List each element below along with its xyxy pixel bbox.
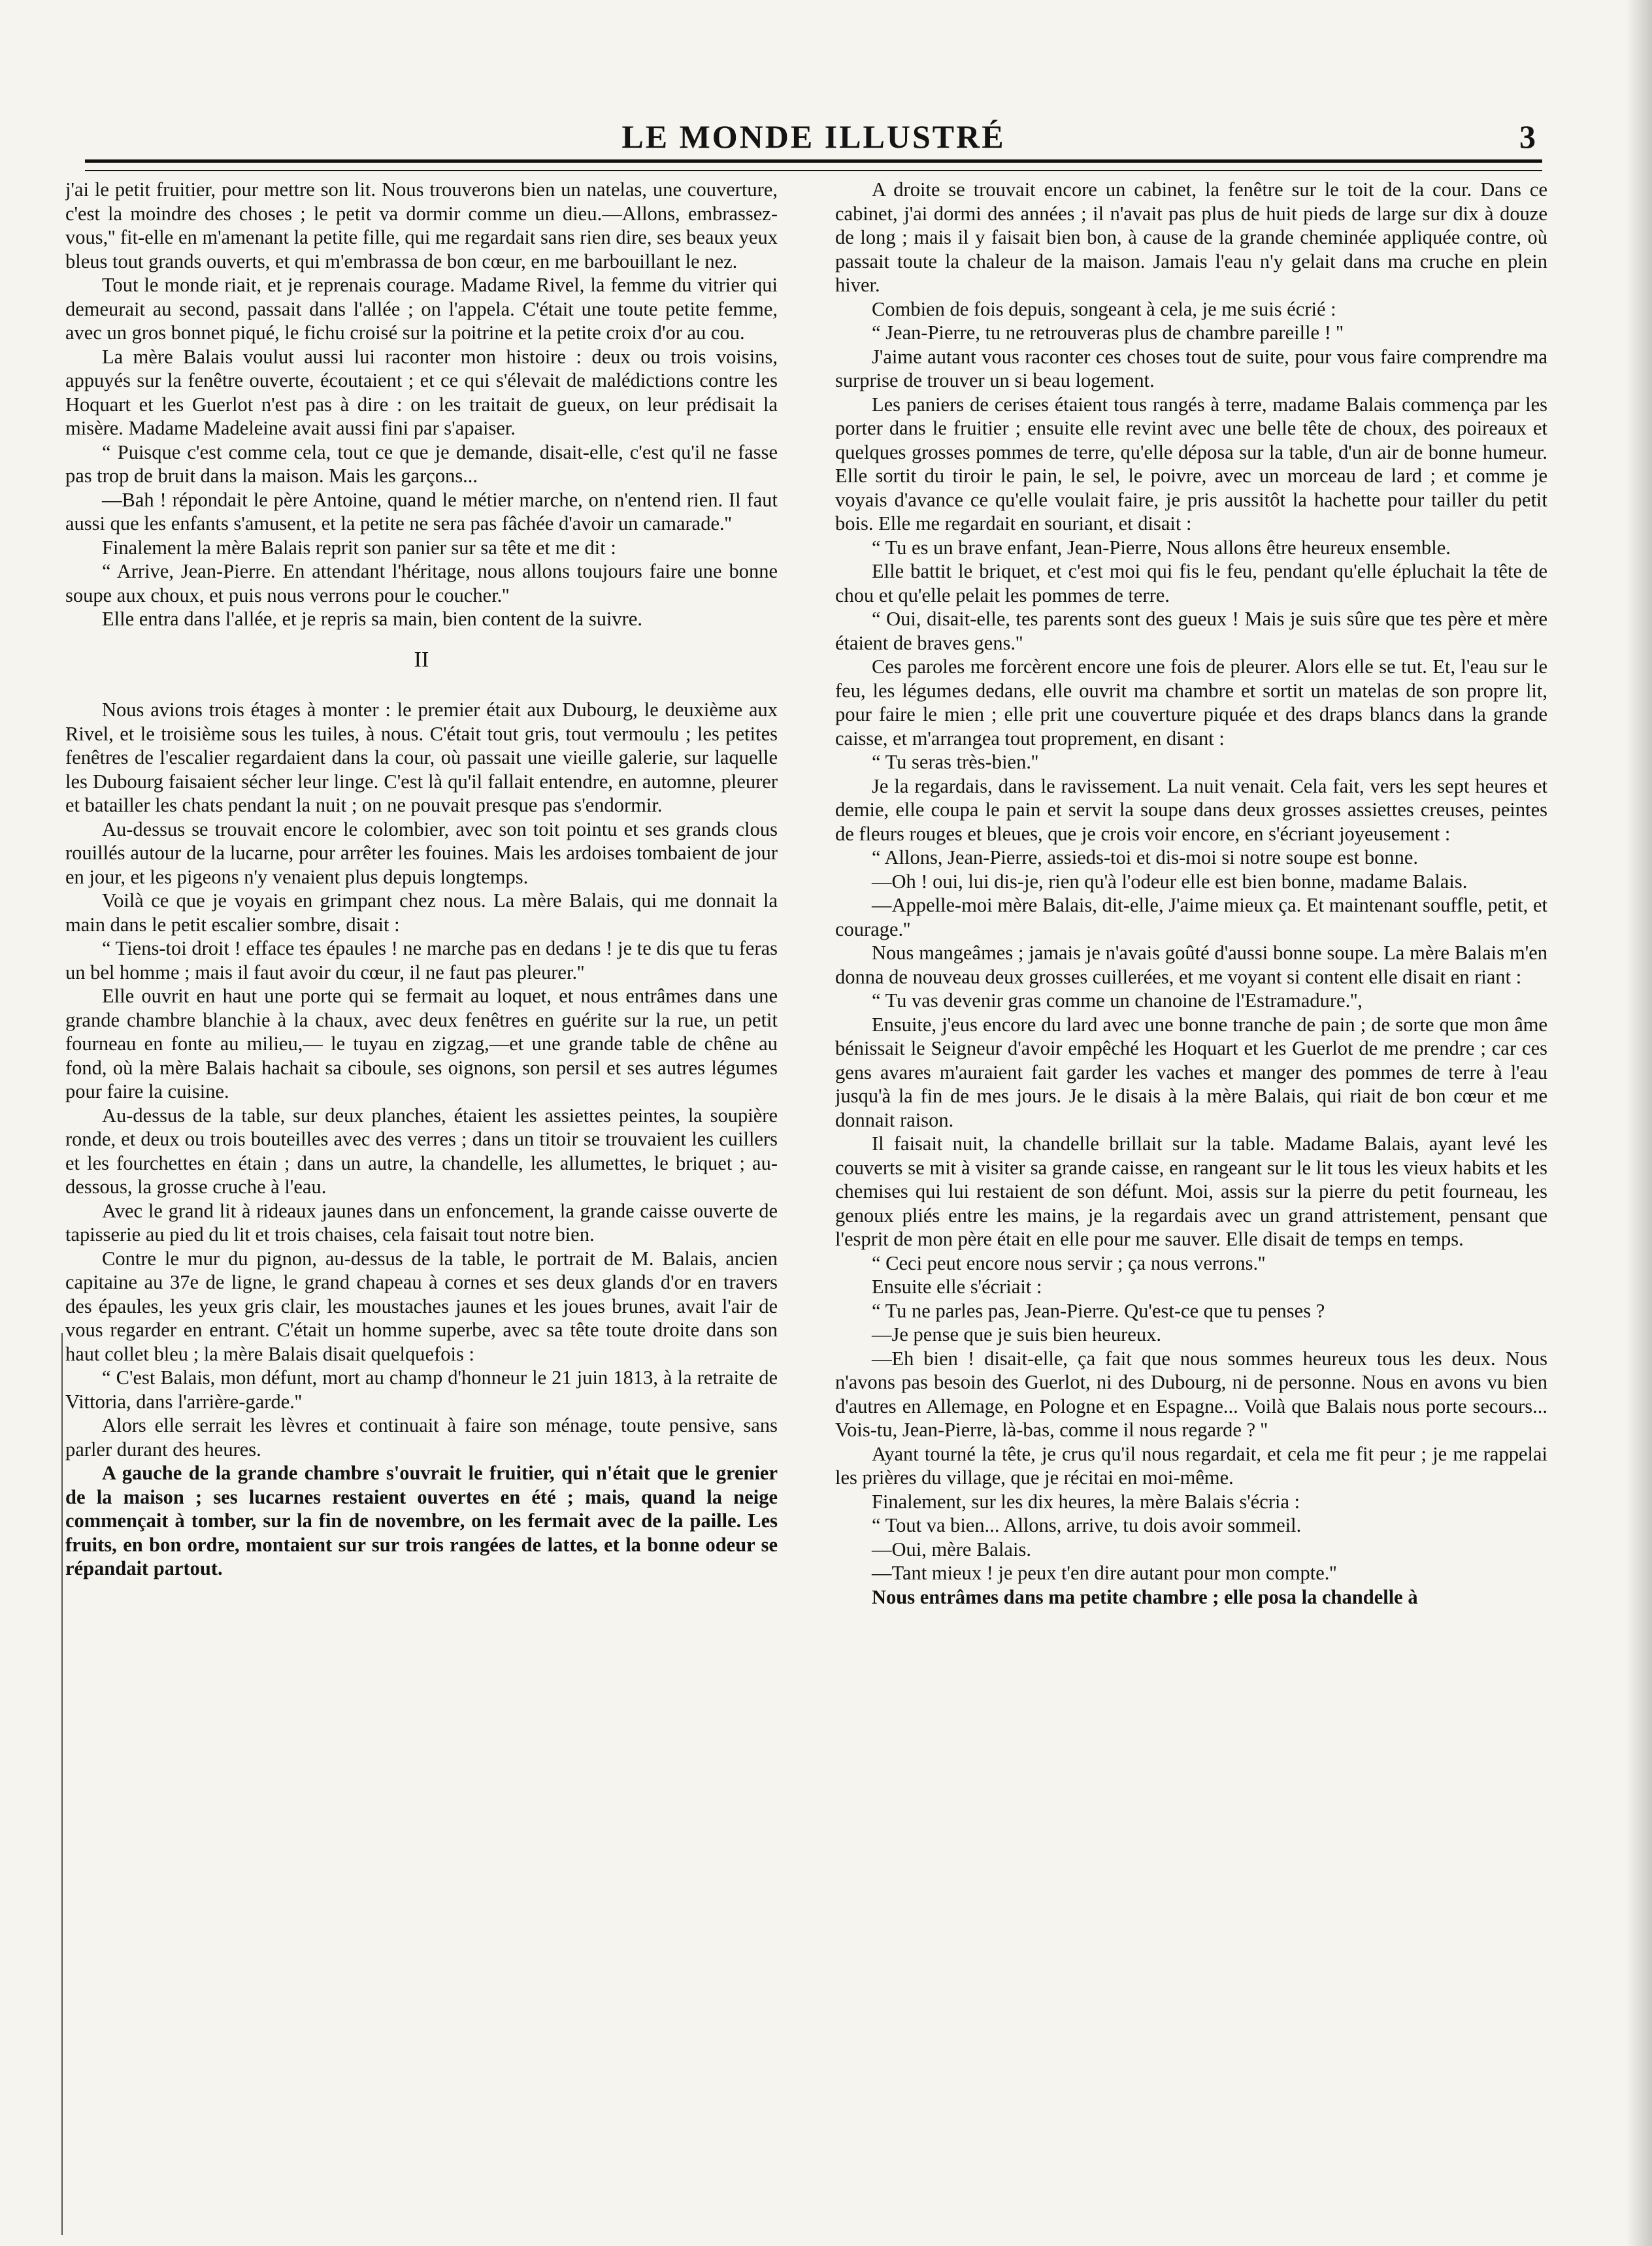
header-rule xyxy=(85,159,1542,171)
paragraph: —Eh bien ! disait-elle, ça fait que nous sommes heureux tous les deux. Nous n'avons pas besoin des Guerlot, ni des Dubourg, ni de personne. Nous en avons vu bien d'autres en Allemage, en Pologne et en Espagne... Voilà que Balais nous porte secours... Vois-tu, Jean-Pierre, là-bas, comme il nous regarde ? '' xyxy=(835,1347,1547,1441)
paragraph: j'ai le petit fruitier, pour mettre son lit. Nous trouverons bien un natelas, une couverture, c'est la moindre des choses ; le petit va dormir comme un dieu.—Allons, embrassez-vous,'' fit-elle en m'amenant la petite fille, qui me regardait sans rien dire, ses beaux yeux bleus tout grands ouverts, et qui m'embrassa de bon cœur, en me barbouillant le nez. xyxy=(65,178,778,272)
paragraph: “ Tout va bien... Allons, arrive, tu dois avoir sommeil. xyxy=(872,1514,1302,1536)
paragraph: “ Jean-Pierre, tu ne retrouveras plus de chambre pareille ! '' xyxy=(872,322,1344,344)
paragraph: Je la regardais, dans le ravissement. La nuit venait. Cela fait, vers les sept heures et demie, elle coupa le pain et servit la soupe dans deux grosses assiettes creuses, peintes de fleurs rouges et bleues, que je crois voir encore, en s'écriant joyeusement : xyxy=(835,774,1547,845)
paragraph: Voilà ce que je voyais en grimpant chez nous. La mère Balais, qui me donnait la main dans le petit escalier sombre, disait : xyxy=(65,889,778,936)
paragraph: Finalement, sur les dix heures, la mère Balais s'écria : xyxy=(872,1490,1300,1513)
paragraph: “ Tiens-toi droit ! efface tes épaules ! ne marche pas en dedans ! je te dis que tu feras un bel homme ; mais il faut avoir du cœur, il ne faut pas pleurer.'' xyxy=(65,937,778,983)
section-heading: II xyxy=(414,647,429,672)
paragraph: —Oh ! oui, lui dis-je, rien qu'à l'odeur elle est bien bonne, madame Balais. xyxy=(872,870,1468,893)
paragraph: Il faisait nuit, la chandelle brillait sur la table. Madame Balais, ayant levé les couverts se mit à visiter sa grande caisse, en rangeant sur le lit tous les vieux habits et les chemises qui lui restaient de son défunt. Moi, assis sur la pierre du petit fourneau, les genoux pliés entre les mains, je la regardais avec un grand attristement, pensant que l'esprit de mon père était en elle pour me sauver. Elle disait de temps en temps. xyxy=(835,1132,1547,1250)
paragraph: —Je pense que je suis bien heureux. xyxy=(872,1323,1161,1346)
paragraph: —Tant mieux ! je peux t'en dire autant pour mon compte.'' xyxy=(872,1562,1337,1584)
paragraph: —Appelle-moi mère Balais, dit-elle, J'aime mieux ça. Et maintenant souffle, petit, et courage.'' xyxy=(835,894,1547,940)
paragraph: Contre le mur du pignon, au-dessus de la table, le portrait de M. Balais, ancien capitaine au 37e de ligne, le grand chapeau à cornes et ses deux glands d'or en travers des épaules, les yeux gris clair, les moustaches jaunes et les joues brunes, avait l'air de vous regarder en entrant. C'était un homme superbe, avec sa tête toute droite dans son haut collet bleu ; la mère Balais disait quelquefois : xyxy=(65,1247,778,1365)
paragraph: “ Tu seras très-bien.'' xyxy=(872,751,1038,773)
paragraph: Nous avions trois étages à monter : le premier était aux Dubourg, le deuxième aux Rivel, et le troisième sous les tuiles, à nous. C'était tout gris, tout vermoulu ; les petites fenêtres de l'escalier regardaient dans la cour, où passait une vieille galerie, sur laquelle les Dubourg faisaient sécher leur linge. C'est là qu'il fallait entendre, en automne, pleurer et batailler les chats pendant la nuit ; on ne pouvait presque pas s'endormir. xyxy=(65,699,778,816)
paragraph: Tout le monde riait, et je reprenais courage. Madame Rivel, la femme du vitrier qui demeurait au second, passait dans l'allée ; on l'appela. C'était une toute petite femme, avec un gros bonnet piqué, le fichu croisé sur la poitrine et la petite croix d'or au cou. xyxy=(65,274,778,344)
paragraph: “ Allons, Jean-Pierre, assieds-toi et dis-moi si notre soupe est bonne. xyxy=(872,846,1419,868)
paragraph: J'aime autant vous raconter ces choses tout de suite, pour vous faire comprendre ma surprise de trouver un si beau logement. xyxy=(835,345,1547,391)
paragraph: “ Puisque c'est comme cela, tout ce que je demande, disait-elle, c'est qu'il ne fasse pas trop de bruit dans la maison. Mais les garçons... xyxy=(65,440,778,487)
paragraph: “ Ceci peut encore nous servir ; ça nous verrons.'' xyxy=(872,1251,1266,1274)
paragraph: Nous mangeâmes ; jamais je n'avais goûté d'aussi bonne soupe. La mère Balais m'en donna de nouveau deux grosses cuillerées, et me voyant si content elle disait en riant : xyxy=(835,942,1547,988)
left-column xyxy=(65,178,778,2177)
paragraph: “ Arrive, Jean-Pierre. En attendant l'héritage, nous allons toujours faire une bonne soupe aux choux, et puis nous verrons pour le coucher.'' xyxy=(65,560,778,606)
paragraph: “ Oui, disait-elle, tes parents sont des gueux ! Mais je suis sûre que tes père et mère étaient de braves gens.'' xyxy=(835,608,1547,654)
scan-edge-shadow xyxy=(1626,0,1652,2246)
paragraph: Ensuite elle s'écriait : xyxy=(872,1276,1042,1298)
margin-line xyxy=(61,1333,63,2235)
paragraph: La mère Balais voulut aussi lui raconter mon histoire : deux ou trois voisins, appuyés sur la fenêtre ouverte, écoutaient ; et ce qui s'élevait de malédictions contre les Hoquart et les Guerlot n'est pas à dire : on les traitait de gueux, on leur prédisait la misère. Madame Madeleine avait aussi fini par s'apaiser. xyxy=(65,345,778,439)
paragraph: Combien de fois depuis, songeant à cela, je me suis écrié : xyxy=(872,297,1336,320)
paragraph: Au-dessus se trouvait encore le colombier, avec son toit pointu et ses grands clous rouillés autour de la lucarne, pour arrêter les fouines. Mais les ardoises tombaient de jour en jour, et les pigeons n'y venaient plus depuis longtemps. xyxy=(65,817,778,888)
page-number: 3 xyxy=(1519,118,1536,155)
paragraph: “ Tu ne parles pas, Jean-Pierre. Qu'est-ce que tu penses ? xyxy=(872,1299,1325,1322)
paragraph: Elle entra dans l'allée, et je repris sa main, bien content de la suivre. xyxy=(102,608,642,630)
paragraph: “ Tu vas devenir gras comme un chanoine de l'Estramadure.'', xyxy=(872,989,1363,1012)
paragraph: —Oui, mère Balais. xyxy=(872,1538,1031,1561)
paragraph: Ces paroles me forcèrent encore une fois de pleurer. Alors elle se tut. Et, l'eau sur le feu, les légumes dedans, elle ouvrit ma chambre et sortit un matelas de son propre lit, pour faire le mien ; elle prit une couverture piquée et des draps blancs dans la grande caisse, et m'arrangea tout proprement, en disant : xyxy=(835,655,1547,750)
paragraph: “ Tu es un brave enfant, Jean-Pierre, Nous allons être heureux ensemble. xyxy=(872,536,1451,559)
paragraph: A gauche de la grande chambre s'ouvrait le fruitier, qui n'était que le grenier de la maison ; ses lucarnes restaient ouvertes en été ; mais, quand la neige commençait à tomber, sur la fin de novembre, on les fermait avec de la paille. Les fruits, en bon ordre, montaient sur sur trois rangées de lattes, et la bonne odeur se répandait partout. xyxy=(65,1462,778,1579)
paragraph: Ayant tourné la tête, je crus qu'il nous regardait, et cela me fit peur ; je me rappelai les prières du village, que je récitai en moi-même. xyxy=(835,1442,1547,1489)
page-header xyxy=(85,118,1542,157)
paragraph: Au-dessus de la table, sur deux planches, étaient les assiettes peintes, la soupière ronde, et deux ou trois bouteilles avec des verres ; dans un titoir se trouvaient les cuillers et les fourchettes en étain ; dans un autre, la chandelle, les allumettes, le briquet ; au-dessous, la grosse cruche à l'eau. xyxy=(65,1104,778,1198)
paragraph: Finalement la mère Balais reprit son panier sur sa tête et me dit : xyxy=(102,536,616,559)
masthead-title: LE MONDE ILLUSTRÉ xyxy=(621,118,1006,155)
paragraph: A droite se trouvait encore un cabinet, la fenêtre sur le toit de la cour. Dans ce cabinet, j'ai dormi des années ; il n'avait pas plus de huit pieds de large sur dix à douze de long ; mais il y faisait bien bon, à cause de la grande cheminée appliquée contre, où passait toute la chaleur de la maison. Jamais l'eau n'y gelait dans ma cruche en plein hiver. xyxy=(835,178,1547,296)
paragraph: Avec le grand lit à rideaux jaunes dans un enfoncement, la grande caisse ouverte de tapisserie au pied du lit et trois chaises, cela faisait tout notre bien. xyxy=(65,1199,778,1246)
paragraph: Alors elle serrait les lèvres et continuait à faire son ménage, toute pensive, sans parler durant des heures. xyxy=(65,1414,778,1461)
paragraph: Elle battit le briquet, et c'est moi qui fis le feu, pendant qu'elle épluchait la tête de chou et qu'elle pelait les pommes de terre. xyxy=(835,560,1547,606)
paragraph: Ensuite, j'eus encore du lard avec une bonne tranche de pain ; de sorte que mon âme bénissait le Seigneur d'avoir empêché les Hoquart et les Guerlot de me prendre ; car ces gens avares m'auraient fait garder les vaches et manger des pommes de terre à l'eau jusqu'à la fin de mes jours. Je le disais à la mère Balais, qui riait de bon cœur et me donnait raison. xyxy=(835,1013,1547,1131)
right-column xyxy=(835,178,1547,2177)
paragraph: —Bah ! répondait le père Antoine, quand le métier marche, on n'entend rien. Il faut aussi que les enfants s'amusent, et la petite ne sera pas fâchée d'avoir un camarade.'' xyxy=(65,488,778,535)
paragraph: Elle ouvrit en haut une porte qui se fermait au loquet, et nous entrâmes dans une grande chambre blanchie à la chaux, avec deux fenêtres en guérite sur la rue, un petit fourneau en fonte au milieu,— le tuyau en zigzag,—et une grande table de chêne au fond, où la mère Balais hachait sa ciboule, ses oignons, son persil et ses autres légumes pour faire la cuisine. xyxy=(65,985,778,1102)
paragraph: “ C'est Balais, mon défunt, mort au champ d'honneur le 21 juin 1813, à la retraite de Vittoria, dans l'arrière-garde.'' xyxy=(65,1366,778,1413)
paragraph: Nous entrâmes dans ma petite chambre ; elle posa la chandelle à xyxy=(872,1585,1418,1608)
paragraph: Les paniers de cerises étaient tous rangés à terre, madame Balais commença par les porter dans le fruitier ; ensuite elle revint avec une belle tête de choux, des poireaux et quelques grosses pommes de terre, qu'elle déposa sur la table, d'un air de bonne humeur. Elle sortit du tiroir le pain, le sel, le poivre, avec un morceau de lard ; et comme je voyais d'avance ce qu'elle voulait faire, je pris aussitôt la hachette pour tailler du petit bois. Elle me regardait en souriant, et disait : xyxy=(835,393,1547,535)
